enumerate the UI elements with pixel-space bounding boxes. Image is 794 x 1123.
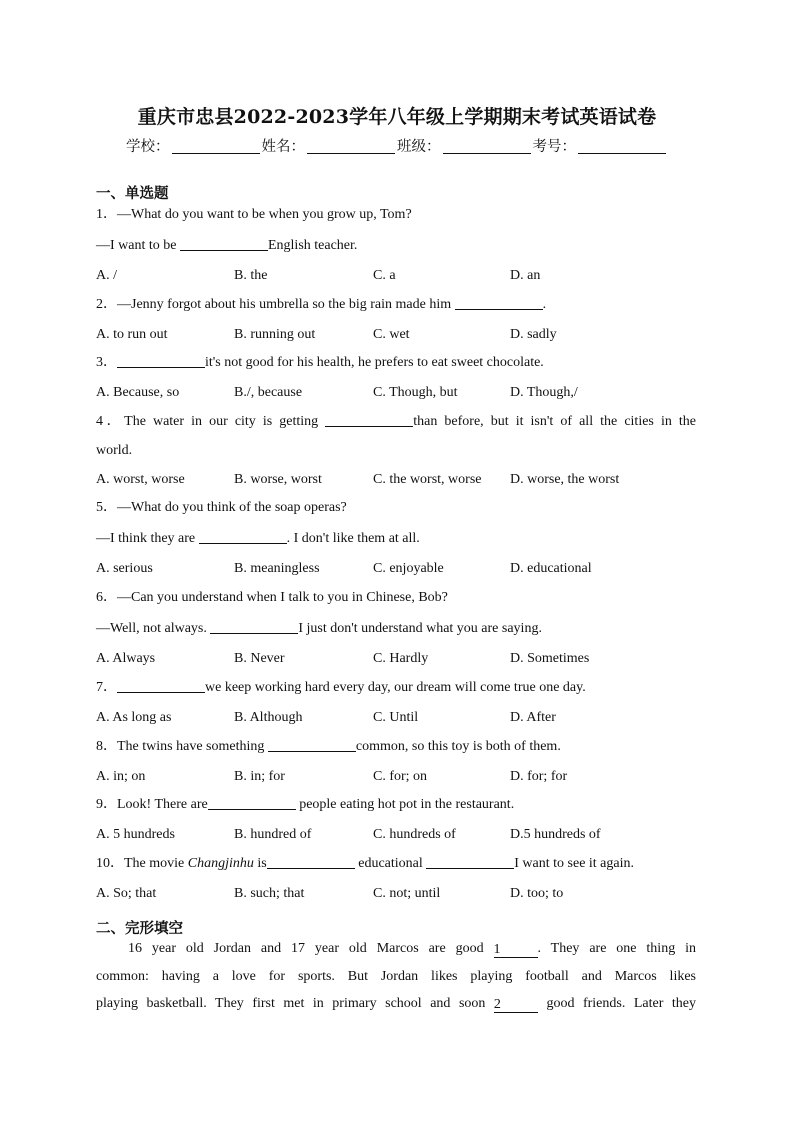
question-6: 6．—Can you understand when I talk to you in Chinese, Bob? bbox=[96, 590, 448, 605]
option-d[interactable]: D. too; to bbox=[510, 886, 564, 901]
exam-title: 重庆市忠县2022-2023学年八年级上学期期末考试英语试卷 bbox=[137, 106, 657, 128]
option-d[interactable]: D. Though,/ bbox=[510, 385, 578, 400]
option-c[interactable]: C. not; until bbox=[373, 886, 441, 901]
option-b[interactable]: B. such; that bbox=[234, 886, 305, 901]
option-d[interactable]: D. an bbox=[510, 268, 541, 283]
option-d[interactable]: D. for; for bbox=[510, 769, 568, 784]
class-blank[interactable] bbox=[443, 139, 531, 154]
answer-blank[interactable] bbox=[267, 855, 355, 869]
question-1-answer-line: —I want to be English teacher. bbox=[96, 238, 358, 253]
answer-blank[interactable] bbox=[455, 296, 543, 310]
option-c[interactable]: C. for; on bbox=[373, 769, 428, 784]
answer-blank-2[interactable] bbox=[426, 855, 514, 869]
option-d[interactable]: D. After bbox=[510, 710, 556, 725]
student-info-row bbox=[0, 135, 794, 156]
question-8: 8．The twins have something common, so this toy is both of them. bbox=[96, 739, 561, 754]
option-c[interactable]: C. hundreds of bbox=[373, 827, 456, 842]
option-b[interactable]: B. Although bbox=[234, 710, 303, 725]
option-a[interactable]: A. 5 hundreds bbox=[96, 827, 175, 842]
option-c[interactable]: C. the worst, worse bbox=[373, 472, 482, 487]
question-4: 4．The water in our city is getting than before, but it isn't of all the cities in the bbox=[96, 414, 697, 429]
school-label: 学校： bbox=[126, 139, 170, 155]
option-a[interactable]: A. to run out bbox=[96, 327, 168, 342]
option-c[interactable]: C. Though, but bbox=[373, 385, 458, 400]
name-label: 姓名： bbox=[261, 139, 305, 155]
option-d[interactable]: D. worse, the worst bbox=[510, 472, 620, 487]
option-d[interactable]: D. Sometimes bbox=[510, 651, 590, 666]
number-label: 考号： bbox=[532, 139, 576, 155]
option-b[interactable]: B. running out bbox=[234, 327, 316, 342]
option-a[interactable]: A. worst, worse bbox=[96, 472, 185, 487]
question-5-answer-line: —I think they are . I don't like them at all. bbox=[96, 531, 420, 546]
number-blank[interactable] bbox=[578, 139, 666, 154]
option-a[interactable]: A. in; on bbox=[96, 769, 146, 784]
question-6-answer-line: —Well, not always. I just don't understand what you are saying. bbox=[96, 621, 542, 636]
option-a[interactable]: A. As long as bbox=[96, 710, 172, 725]
option-a[interactable]: A. Because, so bbox=[96, 385, 180, 400]
answer-blank[interactable] bbox=[117, 679, 205, 693]
option-c[interactable]: C. Until bbox=[373, 710, 419, 725]
question-5: 5．—What do you think of the soap operas? bbox=[96, 500, 347, 515]
option-c[interactable]: C. a bbox=[373, 268, 396, 283]
option-a[interactable]: A. So; that bbox=[96, 886, 157, 901]
answer-blank[interactable] bbox=[325, 413, 413, 427]
question-10: 10．The movie Changjinhu is educational I want to see it again. bbox=[96, 856, 635, 871]
option-a[interactable]: A. serious bbox=[96, 561, 153, 576]
option-a[interactable]: A. / bbox=[96, 268, 117, 283]
school-blank[interactable] bbox=[172, 139, 260, 154]
option-b[interactable]: B. the bbox=[234, 268, 268, 283]
question-4-continued: world. bbox=[96, 443, 133, 458]
cloze-line-3: playing basketball. They first met in primary school and soon 2 good friends. Later they bbox=[96, 996, 697, 1012]
answer-blank[interactable] bbox=[210, 620, 298, 634]
option-b[interactable]: B. in; for bbox=[234, 769, 285, 784]
question-3: 3． it's not good for his health, he prefers to eat sweet chocolate. bbox=[96, 355, 544, 370]
section-heading-cloze: 二、完形填空 bbox=[96, 921, 183, 937]
option-b[interactable]: B./, because bbox=[234, 385, 303, 400]
option-b[interactable]: B. worse, worst bbox=[234, 472, 322, 487]
answer-blank[interactable] bbox=[117, 354, 205, 368]
cloze-line-2: common: having a love for sports. But Jordan likes playing football and Marcos likes bbox=[96, 969, 696, 984]
option-d[interactable]: D. sadly bbox=[510, 327, 557, 342]
movie-title: Changjinhu bbox=[187, 856, 254, 871]
option-b[interactable]: B. Never bbox=[234, 651, 285, 666]
question-9: 9．Look! There are people eating hot pot in the restaurant. bbox=[96, 797, 515, 812]
option-d[interactable]: D. educational bbox=[510, 561, 592, 576]
answer-blank[interactable] bbox=[268, 738, 356, 752]
cloze-blank-1[interactable]: 1 bbox=[494, 942, 538, 958]
section-heading-single-choice: 一、单选题 bbox=[96, 186, 169, 202]
question-7: 7． we keep working hard every day, our dream will come true one day. bbox=[96, 680, 586, 695]
answer-blank[interactable] bbox=[208, 796, 296, 810]
question-1: 1．—What do you want to be when you grow up, Tom? bbox=[96, 207, 412, 222]
question-2: 2．—Jenny forgot about his umbrella so the big rain made him . bbox=[96, 297, 547, 312]
option-d[interactable]: D.5 hundreds of bbox=[510, 827, 601, 842]
class-label: 班级： bbox=[397, 139, 441, 155]
option-a[interactable]: A. Always bbox=[96, 651, 156, 666]
cloze-line-1: 16 year old Jordan and 17 year old Marcos are good 1 . They are one thing in bbox=[128, 941, 696, 957]
answer-blank[interactable] bbox=[199, 530, 287, 544]
option-b[interactable]: B. hundred of bbox=[234, 827, 312, 842]
name-blank[interactable] bbox=[307, 139, 395, 154]
option-c[interactable]: C. wet bbox=[373, 327, 410, 342]
option-c[interactable]: C. enjoyable bbox=[373, 561, 444, 576]
cloze-blank-2[interactable]: 2 bbox=[494, 997, 538, 1013]
answer-blank[interactable] bbox=[180, 237, 268, 251]
option-b[interactable]: B. meaningless bbox=[234, 561, 320, 576]
option-c[interactable]: C. Hardly bbox=[373, 651, 429, 666]
